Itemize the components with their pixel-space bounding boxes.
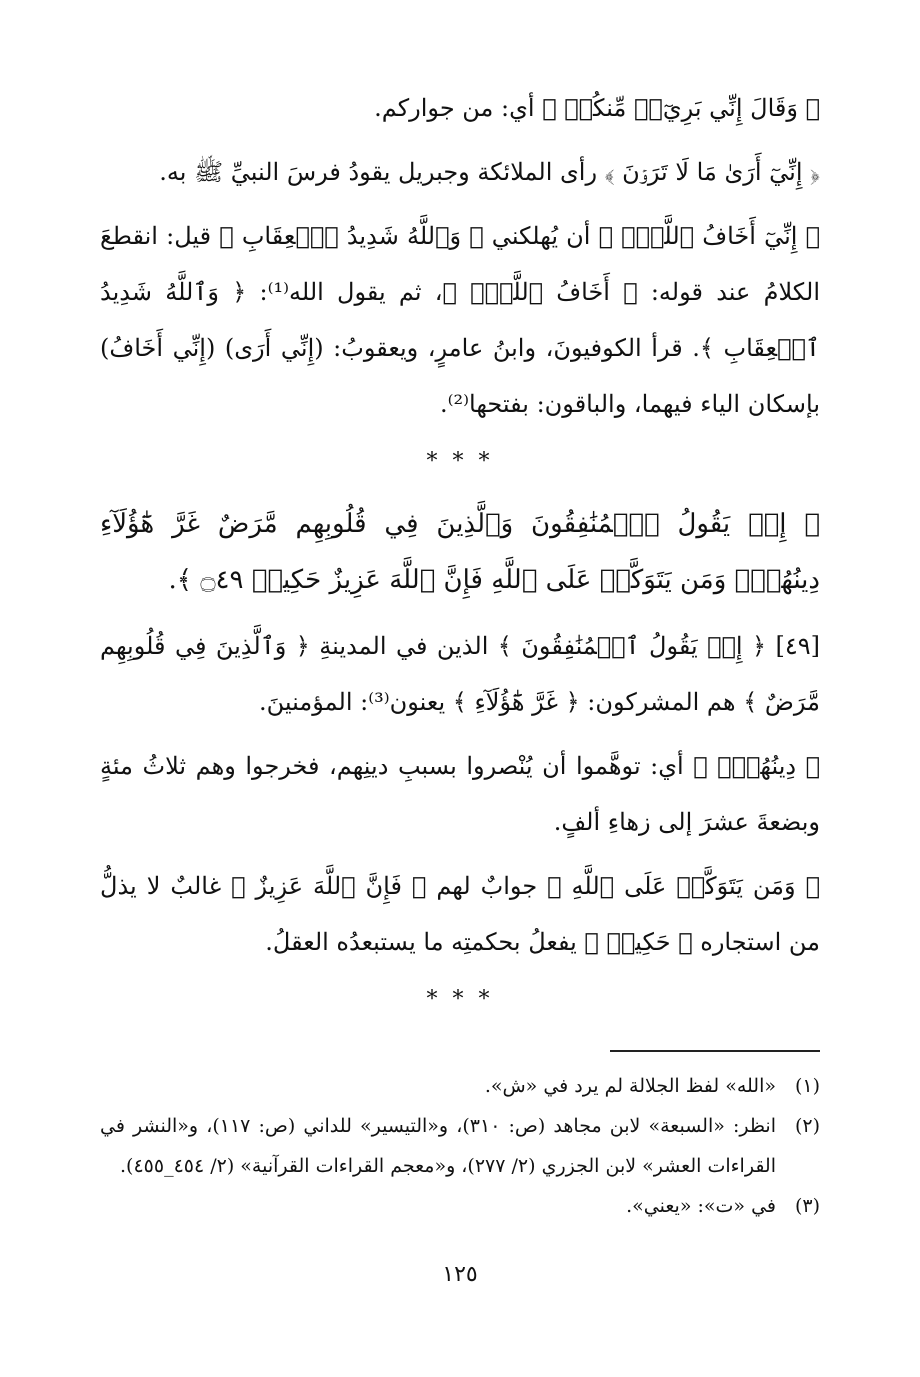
footnote-number: (٢) <box>794 1115 820 1137</box>
footnote-text: في «ت»: «يعني». <box>626 1195 776 1217</box>
commentary-dinuhum: ﴿ دِينُهُمۡۗ ﴾ أي: توهَّموا أن يُنْصروا بسببِ دينِهم، فخرجوا وهم ثلاثُ مئةٍ وبضعةَ عشرَ إلى زهاءِ ألفٍ. <box>100 752 820 836</box>
footnote-number: (٣) <box>794 1195 820 1217</box>
paragraph-bari: ﴿ وَقَالَ إِنِّي بَرِيٓءٞ مِّنكُمۡ ﴾ أي: من جواركم. <box>374 94 820 122</box>
footnotes <box>100 1066 820 1226</box>
commentary-tawakkul: ﴿ وَمَن يَتَوَكَّلۡ عَلَى ٱللَّهِ ﴾ جوابٌ لهم ﴿ فَإِنَّ ٱللَّهَ عَزِيزٌ ﴾ غالبٌ لا يذلُّ من استجاره ﴿ حَكِيمٞ ﴾ يفعلُ بحكمتِه ما يستبعدُه العقلُ. <box>100 872 820 956</box>
paragraph-akhaf: ﴿ إِنِّيٓ أَخَافُ ٱللَّهَۚ ﴾ أن يُهلكني ﴿ وَٱللَّهُ شَدِيدُ ٱلۡعِقَابِ ﴾ قيل: انقطعَ الكلامُ عند قوله: ﴿ أَخَافُ ٱللَّهَۚ ﴾، ثم يقول الله⁽¹⁾: ﴿ وَٱللَّهُ شَدِيدُ ٱلۡعِقَابِ ﴾. قرأ الكوفيونَ، وابنُ عامرٍ، ويعقوبُ: (إِنِّي أَرَى) (إِنِّي أَخَافُ) بإسكان الياء فيهما، والباقون: بفتحها⁽²⁾. <box>100 222 820 418</box>
footnote-text: انظر: «السبعة» لابن مجاهد (ص: ٣١٠)، و«التيسير» للداني (ص: ١١٧)، و«النشر في القراءات العشر» لابن الجزري (٢/ ٢٧٧)، و«معجم القراءات القرآنية» (٢/ ٤٥٤_٤٥٥). <box>100 1115 777 1177</box>
quran-verse-49: ﴿ إِذۡ يَقُولُ ٱلۡمُنَٰفِقُونَ وَٱلَّذِينَ فِي قُلُوبِهِم مَّرَضٌ غَرَّ هَٰٓؤُلَآءِ دِينُهُمۡۗ وَمَن يَتَوَكَّلۡ عَلَى ٱللَّهِ فَإِنَّ ٱللَّهَ عَزِيزٌ حَكِيمٞ ۝٤٩ ﴾. <box>100 509 820 595</box>
section-separator: * * * <box>426 987 494 1012</box>
footnote-divider <box>100 1046 820 1066</box>
footnote-number: (١) <box>794 1075 820 1097</box>
footnote-item <box>100 1186 820 1226</box>
section-separator: * * * <box>426 449 494 474</box>
page-number: ١٢٥ <box>442 1262 478 1287</box>
footnote-text: «الله» لفظ الجلالة لم يرد في «ش». <box>484 1075 776 1097</box>
paragraph-ara: ﴿ إِنِّيٓ أَرَىٰ مَا لَا تَرَوۡنَ ﴾ رأى الملائكة وجبريل يقودُ فرسَ النبيِّ ﷺ به. <box>159 158 820 186</box>
page-content <box>100 80 820 1287</box>
footnote-item <box>100 1066 820 1106</box>
footnote-item <box>100 1106 820 1186</box>
commentary-munafiqun: [٤٩] ﴿ إِذۡ يَقُولُ ٱلۡمُنَٰفِقُونَ ﴾ الذين في المدينةِ ﴿ وَٱلَّذِينَ فِي قُلُوبِهِم مَّرَضٌ ﴾ هم المشركون: ﴿ غَرَّ هَٰٓؤُلَآءِ ﴾ يعنون⁽³⁾: المؤمنينَ. <box>100 632 820 716</box>
